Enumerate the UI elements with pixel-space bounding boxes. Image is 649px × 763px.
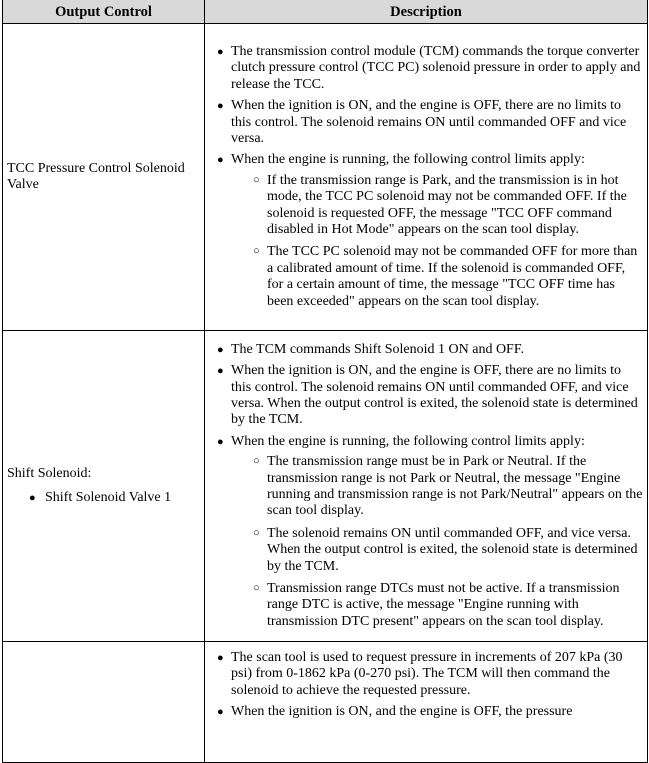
bullet-icon: ● (217, 45, 224, 58)
output-control-name: Shift Solenoid: (7, 465, 92, 481)
list-item: ● The scan tool is used to request pressure in increments of 207 kPa (30 psi) from 0-1862 kPa (0-270 psi). The TCM will then command the solenoid to achieve the requested pressure. (217, 650, 623, 698)
bullet-icon: ● (217, 652, 224, 664)
list-item: ● When the ignition is ON, and the engine is OFF, the pressure (217, 704, 573, 720)
header-row (3, 0, 648, 24)
sub-list-item: ○ Transmission range DTCs must not be active. If a transmission range DTC is active, the message "Engine running with transmission DTC present" appears on the scan tool display. (253, 581, 620, 629)
table-row (3, 642, 648, 763)
sub-list-item: ○ The transmission range must be in Park or Neutral. If the transmission range is not Park or Neutral, the message "Engine running and transmission range is not Park/Neutral" appears on the scan tool display. (253, 454, 643, 519)
description-cell (205, 642, 648, 763)
description-list (205, 650, 647, 721)
sub-list-item: ○ If the transmission range is Park, and the transmission is in hot mode, the TCC PC solenoid may not be commanded OFF. If the solenoid is requested OFF, the message "TCC OFF command disabled in Hot Mode" appears on the scan tool display. (253, 172, 627, 238)
list-item: ● The TCM commands Shift Solenoid 1 ON and OFF. (217, 341, 525, 357)
output-control-name: TCC Pressure Control Solenoid Valve (7, 160, 185, 192)
description-cell (205, 331, 648, 642)
circle-bullet-icon: ○ (253, 455, 260, 468)
output-control-cell (3, 24, 205, 331)
header-description: Description (205, 0, 648, 24)
circle-bullet-icon: ○ (253, 526, 260, 539)
list-item: ● When the ignition is ON, and the engine is OFF, there are no limits to this control. The solenoid remains ON until commanded OFF, and vice versa. When the output control is exited, the solenoid state is determined by the TCM. (217, 363, 638, 428)
sub-list-item: ○ The solenoid remains ON until commanded OFF, and vice versa. When the output control is exited, the solenoid state is determined by the TCM. (253, 525, 638, 574)
list-item: ● When the engine is running, the following control limits apply: ○ The transmission range must be in Park or Neutral. If the transmission range is not Park or Neutral, the message "Engine running and transmission range is not Park/Neutral" appears on the scan tool display. ○ The solenoid remains ON until commanded OFF, and vice versa. When the output control is exited, the solenoid state is determined by the TCM. ○ Transmission range DTCs must not be active. If a transmission range DTC is active, the message "Engine running with transmission DTC present" appears on the scan tool display. (217, 433, 643, 629)
output-control-cell (3, 642, 205, 763)
circle-bullet-icon: ○ (253, 245, 260, 258)
description-cell (205, 24, 648, 331)
output-control-cell (3, 331, 205, 642)
bullet-icon: ● (217, 365, 224, 378)
bullet-icon: ● (217, 154, 224, 167)
circle-bullet-icon: ○ (253, 173, 260, 186)
list-item: ● Shift Solenoid Valve 1 (29, 490, 172, 505)
list-item: ● When the ignition is ON, and the engine is OFF, there are no limits to this control. The solenoid remains ON until commanded OFF and vice versa. (217, 98, 627, 146)
description-list (205, 342, 647, 631)
bullet-icon: ● (217, 100, 224, 113)
list-item: ● The transmission control module (TCM) commands the torque converter clutch pressure control (TCC PC) solenoid pressure in order to apply and release the TCC. (217, 43, 641, 92)
table-row (3, 24, 648, 331)
output-control-sublist (7, 490, 204, 507)
sub-list-item: ○ The TCC PC solenoid may not be commanded OFF for more than a calibrated amount of time. If the solenoid is commanded OFF, for a certain amount of time, the message "TCC OFF time has been exceeded" appears on the scan tool display. (253, 244, 638, 309)
list-item: ● When the engine is running, the following control limits apply: ○ If the transmission range is Park, and the transmission is in hot mode, the TCC PC solenoid may not be commanded OFF. If the solenoid is requested OFF, the message "TCC OFF command disabled in Hot Mode" appears on the scan tool display. ○ The TCC PC solenoid may not be commanded OFF for more than a calibrated amount of time. If the solenoid is commanded OFF, for a certain amount of time, the message "TCC OFF time has been exceeded" appears on the scan tool display. (205, 152, 647, 310)
bullet-icon: ● (217, 706, 224, 719)
circle-bullet-icon: ○ (253, 582, 260, 595)
bullet-icon: ● (29, 492, 36, 504)
sub-list (231, 454, 643, 630)
output-control-table (2, 0, 648, 763)
bullet-icon: ● (217, 435, 224, 448)
bullet-icon: ● (217, 343, 224, 356)
header-output-control: Output Control (3, 0, 205, 24)
sub-list (231, 173, 643, 310)
table-row (3, 331, 648, 642)
description-list (205, 44, 647, 310)
